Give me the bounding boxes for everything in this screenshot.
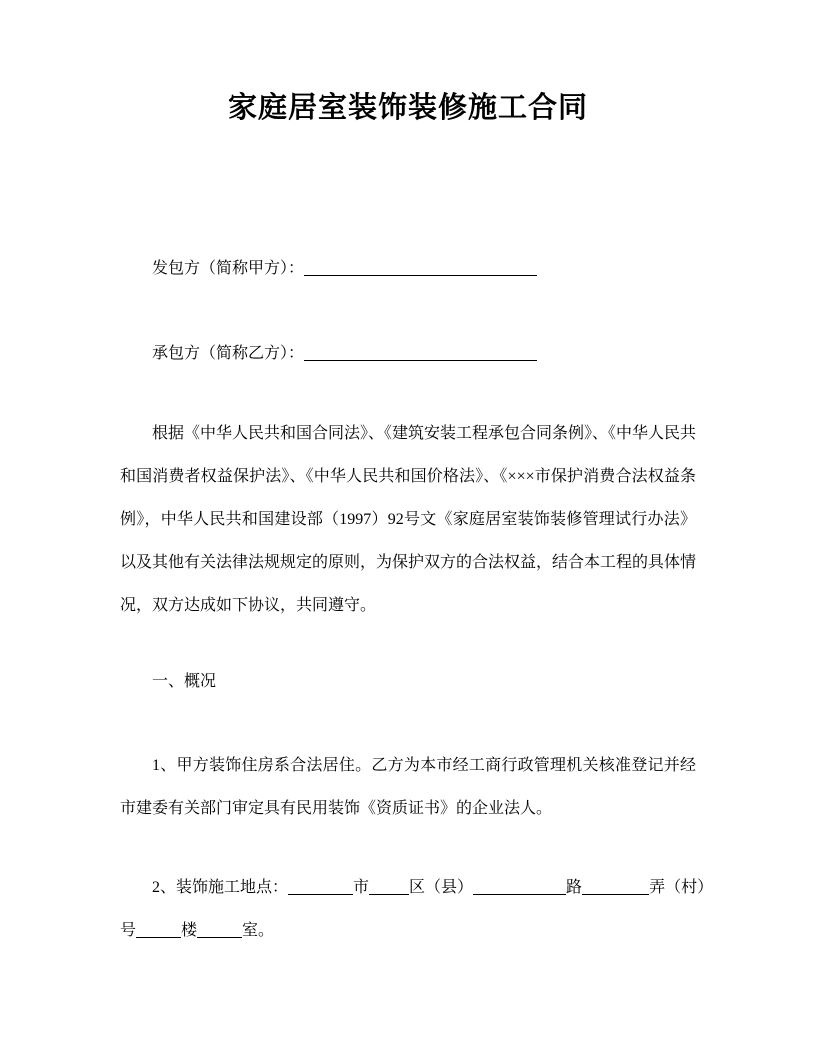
city-label: 市 bbox=[353, 879, 370, 896]
party-a-label: 发包方（简称甲方）： bbox=[152, 260, 305, 277]
lane-label: 弄（村） bbox=[649, 879, 714, 896]
road-blank[interactable] bbox=[473, 878, 566, 895]
room-blank[interactable] bbox=[197, 921, 242, 938]
preamble-paragraph: 根据《中华人民共和国合同法》、《建筑安装工程承包合同条例》、《中华人民共和国消费者权益保护法》、《中华人民共和国价格法》、《×××市保护消费合法权益条例》，中华人民共和国建设部（1997）92号文《家庭居室装饰装修管理试行办法》以及其他有关法律法规规定的原则，为保护双方的合法权益，结合本工程的具体情况，双方达成如下协议，共同遵守。 bbox=[120, 425, 697, 614]
district-blank[interactable] bbox=[369, 878, 409, 895]
building-blank[interactable] bbox=[136, 921, 181, 938]
lane-blank[interactable] bbox=[582, 878, 649, 895]
party-a-row bbox=[120, 247, 696, 290]
document-title: 家庭居室装饰装修施工合同 bbox=[227, 92, 588, 124]
party-b-blank[interactable] bbox=[304, 344, 537, 361]
city-blank[interactable] bbox=[288, 878, 353, 895]
clause-2-prefix: 2、装饰施工地点： bbox=[152, 879, 289, 896]
room-label: 室。 bbox=[242, 922, 275, 939]
party-a-blank[interactable] bbox=[304, 259, 537, 276]
party-b-label: 承包方（简称乙方）： bbox=[152, 345, 305, 362]
house-number-label: 号 bbox=[120, 922, 137, 939]
clause-2-line-2 bbox=[120, 909, 696, 952]
building-label: 楼 bbox=[181, 922, 198, 939]
clause-1-paragraph: 1、甲方装饰住房系合法居住。乙方为本市经工商行政管理机关核准登记并经市建委有关部门审定具有民用装饰《资质证书》的企业法人。 bbox=[120, 757, 696, 817]
road-label: 路 bbox=[566, 879, 583, 896]
party-b-row bbox=[120, 332, 696, 375]
district-label: 区（县） bbox=[409, 879, 474, 896]
clause-2-line-1 bbox=[120, 866, 714, 909]
section-1-heading: 一、概况 bbox=[152, 673, 217, 690]
